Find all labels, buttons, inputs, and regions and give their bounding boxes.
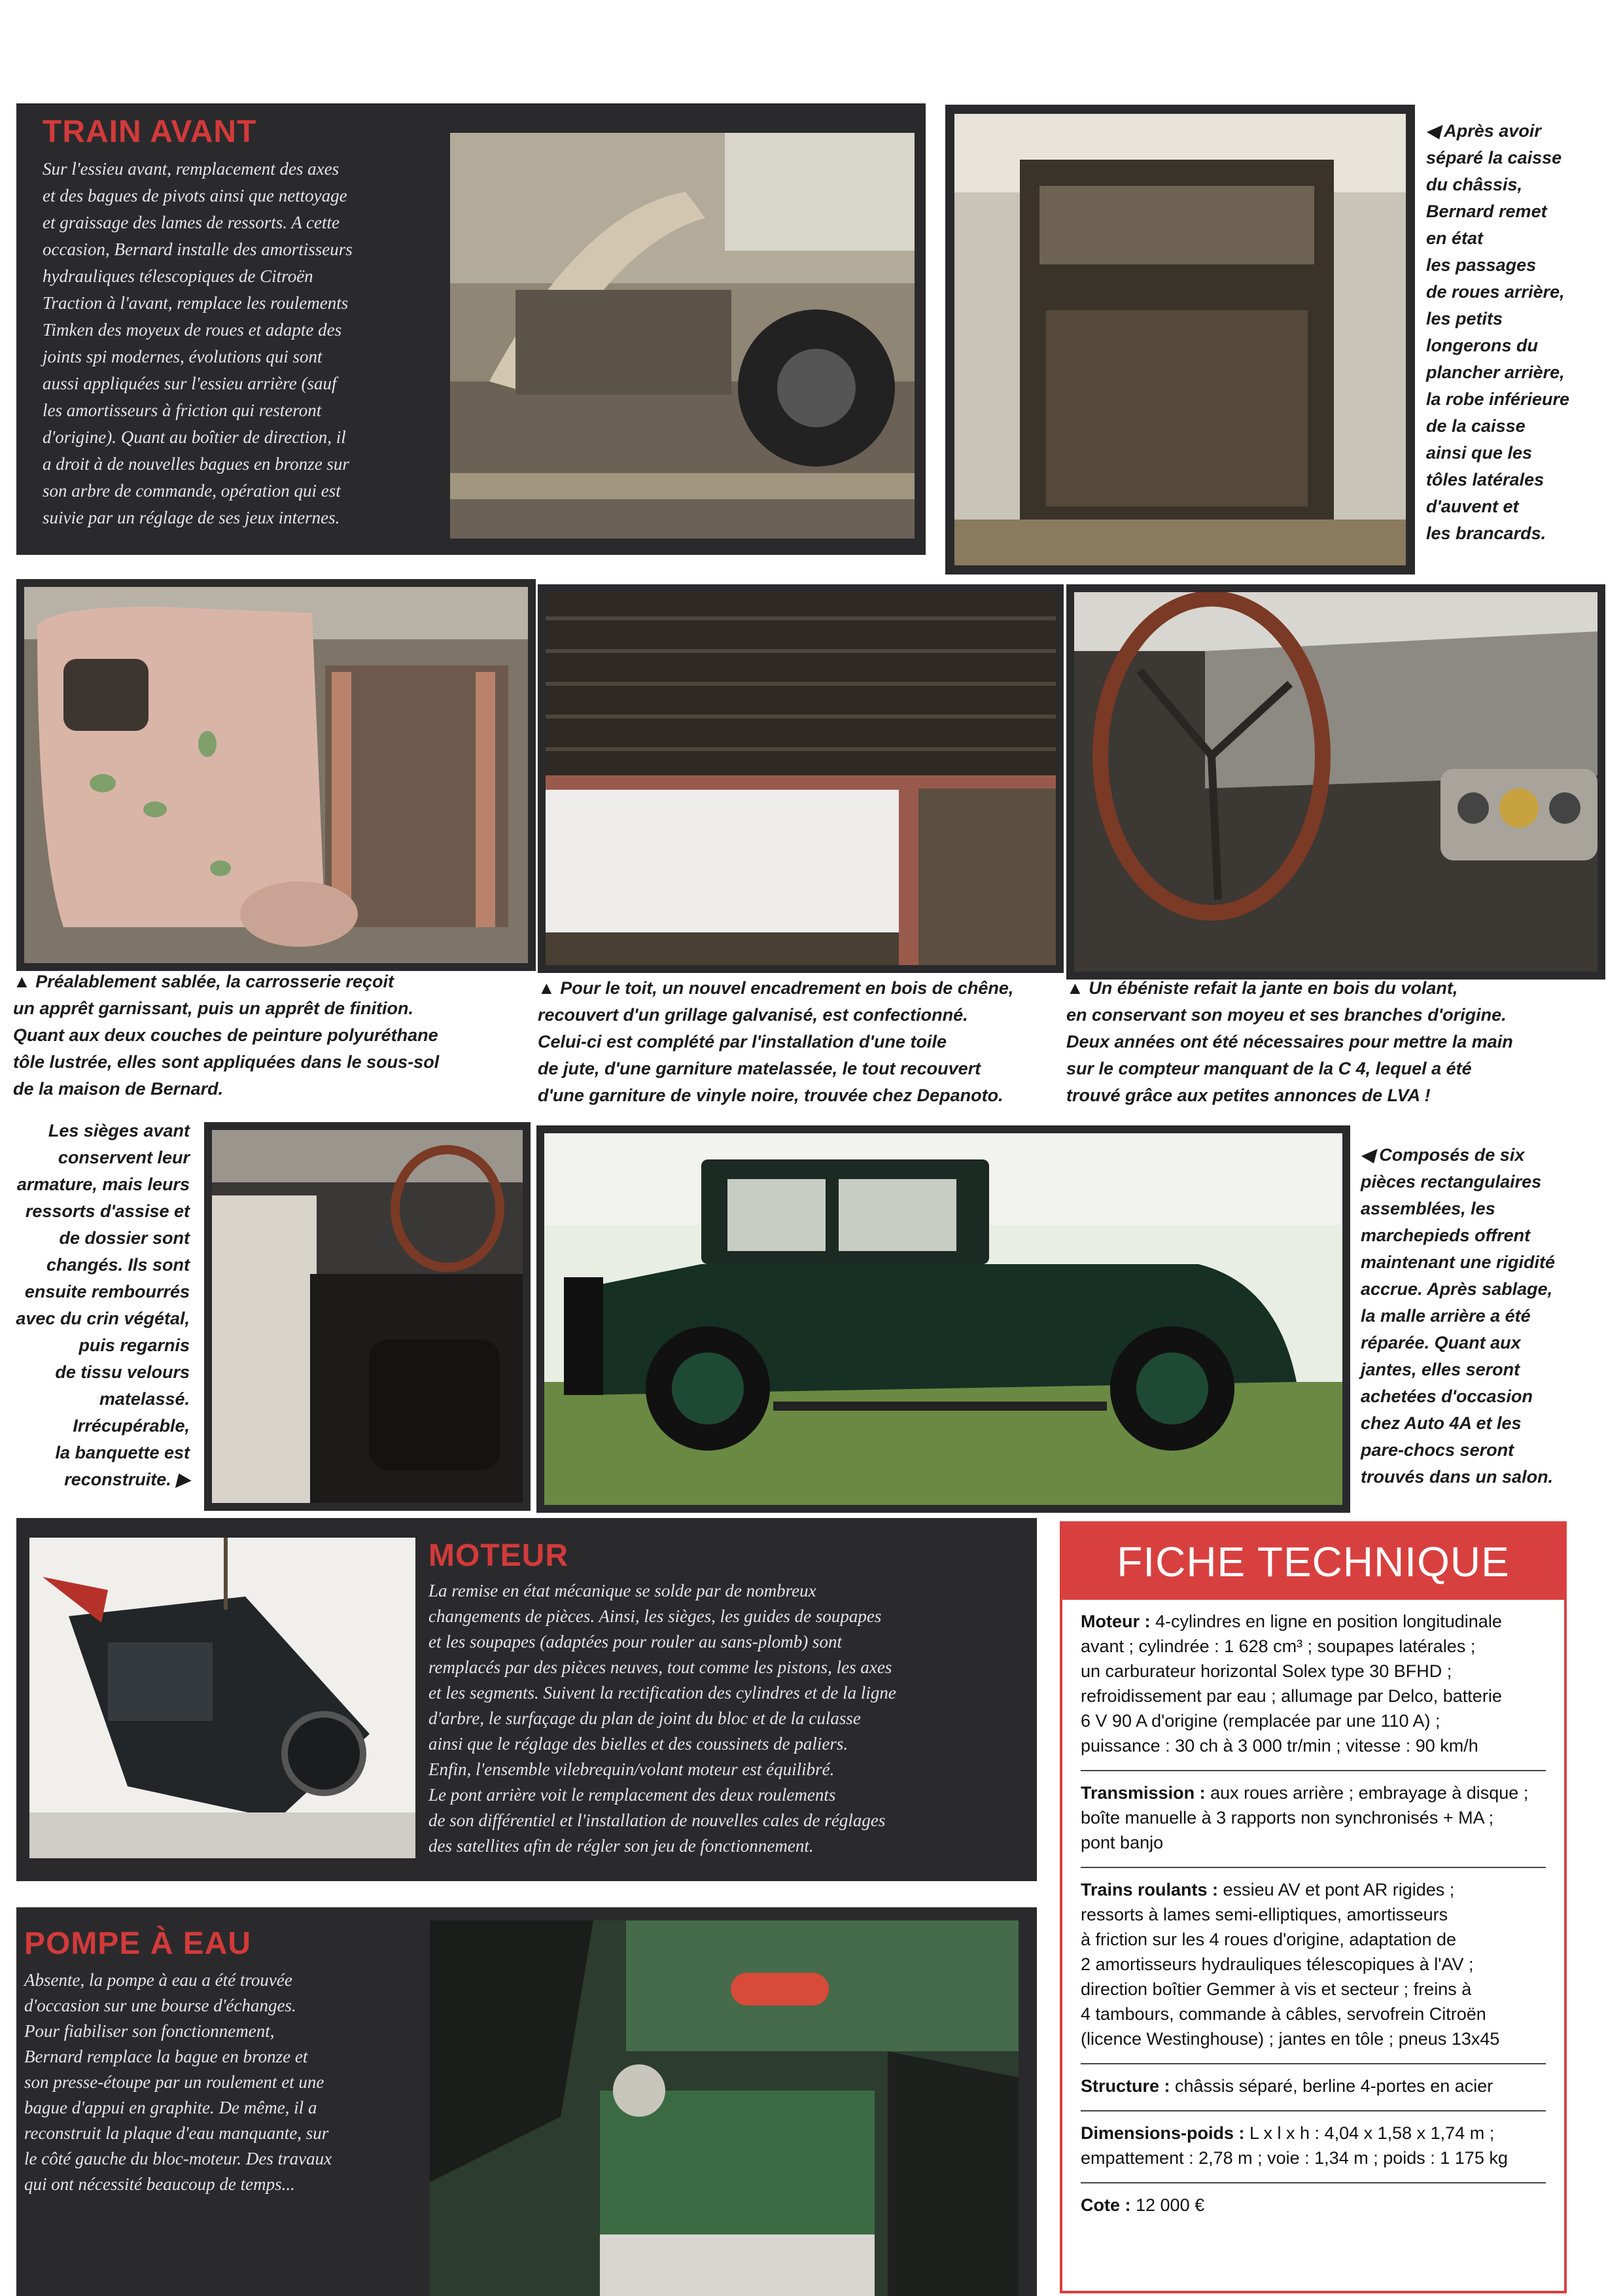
caption-line: la robe inférieure: [1426, 389, 1570, 409]
fiche-value: 6 V 90 A d'origine (remplacée par une 110 A) ;: [1081, 1711, 1440, 1731]
caption-line: les brancards.: [1426, 523, 1546, 543]
caption-line: sur le compteur manquant de la C 4, lequel a été: [1066, 1059, 1472, 1078]
pompe-box: [16, 1907, 1037, 2296]
caption-line: les petits: [1426, 309, 1503, 328]
fiche-value: à friction sur les 4 roues d'origine, adaptation de: [1081, 1930, 1457, 1949]
caption-line: de tissu velours: [55, 1362, 190, 1382]
fiche-value: 4-cylindres en ligne en position longitudinale: [1150, 1612, 1502, 1631]
caption-line: maintenant une rigidité: [1361, 1252, 1556, 1272]
fiche-value: boîte manuelle à 3 rapports non synchronisés + MA ;: [1081, 1808, 1494, 1828]
caption-line: plancher arrière,: [1426, 362, 1565, 382]
fiche-label: Transmission :: [1081, 1783, 1206, 1803]
caption-line: ▲ Un ébéniste refait la jante en bois du volant,: [1066, 978, 1458, 998]
text-line: changements de pièces. Ainsi, les sièges, les guides de soupapes: [428, 1606, 882, 1626]
caption-line: trouvé grâce aux petites annonces de LVA !: [1066, 1086, 1431, 1105]
text-line: et les soupapes (adaptées pour rouler au sans-plomb) sont: [428, 1632, 842, 1651]
caption-line: jantes, elles seront: [1361, 1360, 1520, 1379]
text-line: reconstruit la plaque d'eau manquante, sur: [24, 2123, 329, 2143]
caption-line: de dossier sont: [59, 1228, 190, 1248]
caption-line: ◀ Composés de six: [1361, 1145, 1525, 1165]
fiche-value: puissance : 30 ch à 3 000 tr/min ; vitesse : 90 km/h: [1081, 1736, 1478, 1756]
text-line: des satellites afin de régler son jeu de fonctionnement.: [428, 1836, 814, 1856]
engine-hoist-photo: [29, 1538, 415, 1858]
caption-line: séparé la caisse: [1426, 148, 1562, 168]
caption-line: réparée. Quant aux: [1361, 1333, 1521, 1352]
caption-line: ressorts d'assise et: [25, 1201, 190, 1221]
fiche-section-moteur: [1081, 1600, 1546, 1771]
fiche-section-structure: [1081, 2064, 1546, 2111]
caption-line: Les sièges avant: [48, 1121, 190, 1140]
text-line: Traction à l'avant, remplace les roulements: [43, 293, 349, 313]
fiche-value: refroidissement par eau ; allumage par Delco, batterie: [1081, 1686, 1502, 1706]
caption-line: longerons du: [1426, 336, 1538, 355]
caption-line: tôle lustrée, elles sont appliquées dans le sous-sol: [13, 1052, 440, 1072]
caption-line: en conservant son moyeu et ses branches d'origine.: [1066, 1005, 1507, 1025]
fiche-value: aux roues arrière ; embrayage à disque ;: [1205, 1783, 1529, 1803]
fiche-value: ressorts à lames semi-elliptiques, amortisseurs: [1081, 1905, 1448, 1924]
engine-bay-photo: [430, 1920, 1019, 2296]
caption-line: puis regarnis: [79, 1335, 190, 1355]
fiche-section-transmission: [1081, 1771, 1546, 1868]
fiche-value: L x l x h : 4,04 x 1,58 x 1,74 m ;: [1244, 2123, 1495, 2143]
caption-line: pare-chocs seront: [1361, 1440, 1514, 1460]
text-line: occasion, Bernard installe des amortisseurs: [43, 239, 353, 259]
text-line: son arbre de commande, opération qui est: [43, 481, 341, 501]
text-line: Bernard remplace la bague en bronze et: [24, 2047, 308, 2066]
text-line: d'occasion sur une bourse d'échanges.: [24, 1996, 296, 2015]
caption-line: Irrécupérable,: [73, 1416, 190, 1436]
text-line: son presse-étoupe par un roulement et une: [24, 2072, 324, 2092]
seats-photo: [204, 1122, 531, 1511]
caption-line: achetées d'occasion: [1361, 1386, 1533, 1406]
text-line: Enfin, l'ensemble vilebrequin/volant moteur est équilibré.: [428, 1759, 835, 1779]
text-line: qui ont nécessité beaucoup de temps...: [24, 2174, 295, 2194]
fiche-value: avant ; cylindrée : 1 628 cm³ ; soupapes latérales ;: [1081, 1636, 1476, 1656]
caption-marchepieds: [1361, 1142, 1609, 1491]
fiche-label: Cote :: [1081, 2195, 1131, 2215]
text-line: ainsi que le réglage des bielles et des coussinets de paliers.: [428, 1734, 848, 1754]
caption-line: ensuite rembourrés: [24, 1282, 190, 1301]
fiche-value: un carburateur horizontal Solex type 30 BFHD ;: [1081, 1661, 1452, 1681]
caption-line: d'une garniture de vinyle noire, trouvée chez Depanoto.: [538, 1086, 1003, 1105]
train-avant-box: [16, 103, 926, 555]
fiche-value: empattement : 2,78 m ; voie : 1,34 m ; poids : 1 175 kg: [1081, 2148, 1508, 2168]
fiche-value: pont banjo: [1081, 1833, 1164, 1852]
body-shell-photo: [945, 105, 1415, 574]
text-line: et graissage des lames de ressorts. A cette: [43, 213, 340, 232]
text-line: joints spi modernes, évolutions qui sont: [43, 347, 323, 366]
caption-line: assemblées, les: [1361, 1199, 1495, 1218]
caption-line: en état: [1426, 228, 1484, 248]
moteur-text: [428, 1578, 1024, 1859]
caption-line: avec du crin végétal,: [16, 1309, 190, 1328]
caption-line: de la maison de Bernard.: [13, 1079, 224, 1099]
roof-frame-photo: [538, 584, 1064, 973]
train-avant-text: [43, 156, 461, 531]
text-line: Timken des moyeux de roues et adapte des: [43, 320, 342, 340]
text-line: les amortisseurs à friction qui resteront: [43, 400, 322, 420]
front-axle-photo: [450, 133, 915, 539]
fiche-label: Dimensions-poids :: [1081, 2123, 1245, 2143]
caption-line: tôles latérales: [1426, 470, 1544, 489]
text-line: et les segments. Suivent la rectification des cylindres et de la ligne: [428, 1683, 896, 1703]
fiche-value: essieu AV et pont AR rigides ;: [1218, 1880, 1455, 1899]
caption-line: conservent leur: [58, 1148, 190, 1167]
text-line: et des bagues de pivots ainsi que nettoyage: [43, 186, 347, 205]
text-line: Le pont arrière voit le remplacement des deux roulements: [428, 1785, 836, 1805]
fiche-section-cote: [1081, 2183, 1546, 2229]
fiche-value: 12 000 €: [1130, 2195, 1205, 2215]
text-line: a droit à de nouvelles bagues en bronze sur: [43, 454, 349, 474]
fiche-value: (licence Westinghouse) ; jantes en tôle ; pneus 13x45: [1081, 2029, 1500, 2049]
restored-car-photo: [536, 1125, 1350, 1513]
caption-line: la banquette est: [55, 1443, 190, 1462]
fiche-value: 4 tambours, commande à câbles, servofrein Citroën: [1081, 2004, 1486, 2024]
caption-volant: [1066, 975, 1603, 1109]
fiche-technique: [1060, 1521, 1567, 2293]
caption-sablee: [13, 968, 523, 1103]
moteur-box: [16, 1518, 1037, 1881]
caption-line: ainsi que les: [1426, 443, 1533, 463]
caption-line: marchepieds offrent: [1361, 1226, 1531, 1245]
caption-line: reconstruite. ▶: [64, 1470, 190, 1489]
caption-line: recouvert d'un grillage galvanisé, est confectionné.: [538, 1005, 968, 1025]
caption-line: la malle arrière a été: [1361, 1306, 1531, 1326]
text-line: suivie par un réglage de ses jeux internes.: [43, 508, 340, 527]
fiche-title: FICHE TECHNIQUE: [1062, 1524, 1564, 1600]
fiche-value: direction boîtier Gemmer à vis et secteur ; freins à: [1081, 1979, 1472, 1999]
text-line: Absente, la pompe à eau a été trouvée: [24, 1970, 292, 1990]
text-line: remplacés par des pièces neuves, tout comme les pistons, les axes: [428, 1657, 892, 1677]
caption-line: matelassé.: [99, 1389, 190, 1409]
caption-line: ▲ Pour le toit, un nouvel encadrement en bois de chêne,: [538, 978, 1014, 998]
caption-line: trouvés dans un salon.: [1361, 1467, 1554, 1487]
fiche-label: Trains roulants :: [1081, 1880, 1219, 1899]
text-line: bague d'appui en graphite. De même, il a: [24, 2098, 317, 2117]
caption-line: accrue. Après sablage,: [1361, 1279, 1553, 1299]
pompe-title: POMPE À EAU: [24, 1926, 252, 1961]
fiche-value: châssis séparé, berline 4-portes en acier: [1170, 2076, 1493, 2096]
caption-line: un apprêt garnissant, puis un apprêt de finition.: [13, 998, 414, 1018]
caption-line: d'auvent et: [1426, 497, 1519, 516]
caption-toit: [538, 975, 1061, 1109]
caption-sieges: [13, 1118, 190, 1493]
text-line: d'arbre, le surfaçage du plan de joint du bloc et de la culasse: [428, 1708, 861, 1728]
caption-line: ▲ Préalablement sablée, la carrosserie reçoit: [13, 972, 394, 991]
caption-line: de roues arrière,: [1426, 282, 1565, 302]
caption-line: de jute, d'une garniture matelassée, le tout recouvert: [538, 1059, 981, 1078]
steering-wheel-photo: [1066, 584, 1605, 980]
caption-line: les passages: [1426, 255, 1537, 275]
fiche-section-trains: [1081, 1868, 1546, 2064]
text-line: hydrauliques télescopiques de Citroën: [43, 266, 313, 286]
text-line: aussi appliquées sur l'essieu arrière (sauf: [43, 374, 337, 393]
text-line: La remise en état mécanique se solde par de nombreux: [428, 1581, 816, 1600]
caption-line: Quant aux deux couches de peinture polyuréthane: [13, 1025, 438, 1045]
text-line: le côté gauche du bloc-moteur. Des travaux: [24, 2149, 332, 2168]
caption-line: Deux années ont été nécessaires pour mettre la main: [1066, 1032, 1513, 1051]
caption-line: Bernard remet: [1426, 202, 1547, 221]
text-line: d'origine). Quant au boîtier de direction, il: [43, 427, 346, 447]
primed-body-photo: [16, 579, 536, 971]
caption-line: pièces rectangulaires: [1361, 1172, 1542, 1192]
caption-line: de la caisse: [1426, 416, 1526, 436]
text-line: Pour fiabiliser son fonctionnement,: [24, 2021, 275, 2041]
pompe-text: [24, 1968, 430, 2197]
fiche-label: Moteur :: [1081, 1612, 1151, 1631]
caption-line: ◀ Après avoir: [1426, 121, 1541, 141]
moteur-title: MOTEUR: [428, 1538, 568, 1573]
caption-caisse: [1426, 118, 1609, 547]
fiche-label: Structure :: [1081, 2076, 1170, 2096]
caption-line: changés. Ils sont: [46, 1255, 190, 1275]
caption-line: Celui-ci est complété par l'installation d'une toile: [538, 1032, 947, 1051]
caption-line: chez Auto 4A et les: [1361, 1413, 1522, 1433]
caption-line: armature, mais leurs: [16, 1174, 190, 1194]
train-avant-title: TRAIN AVANT: [43, 115, 257, 149]
text-line: de son différentiel et l'installation de nouvelles cales de réglages: [428, 1810, 886, 1830]
text-line: Sur l'essieu avant, remplacement des axes: [43, 159, 340, 179]
caption-line: du châssis,: [1426, 175, 1523, 194]
fiche-value: 2 amortisseurs hydrauliques télescopiques à l'AV ;: [1081, 1954, 1474, 1974]
fiche-section-dimensions: [1081, 2111, 1546, 2183]
